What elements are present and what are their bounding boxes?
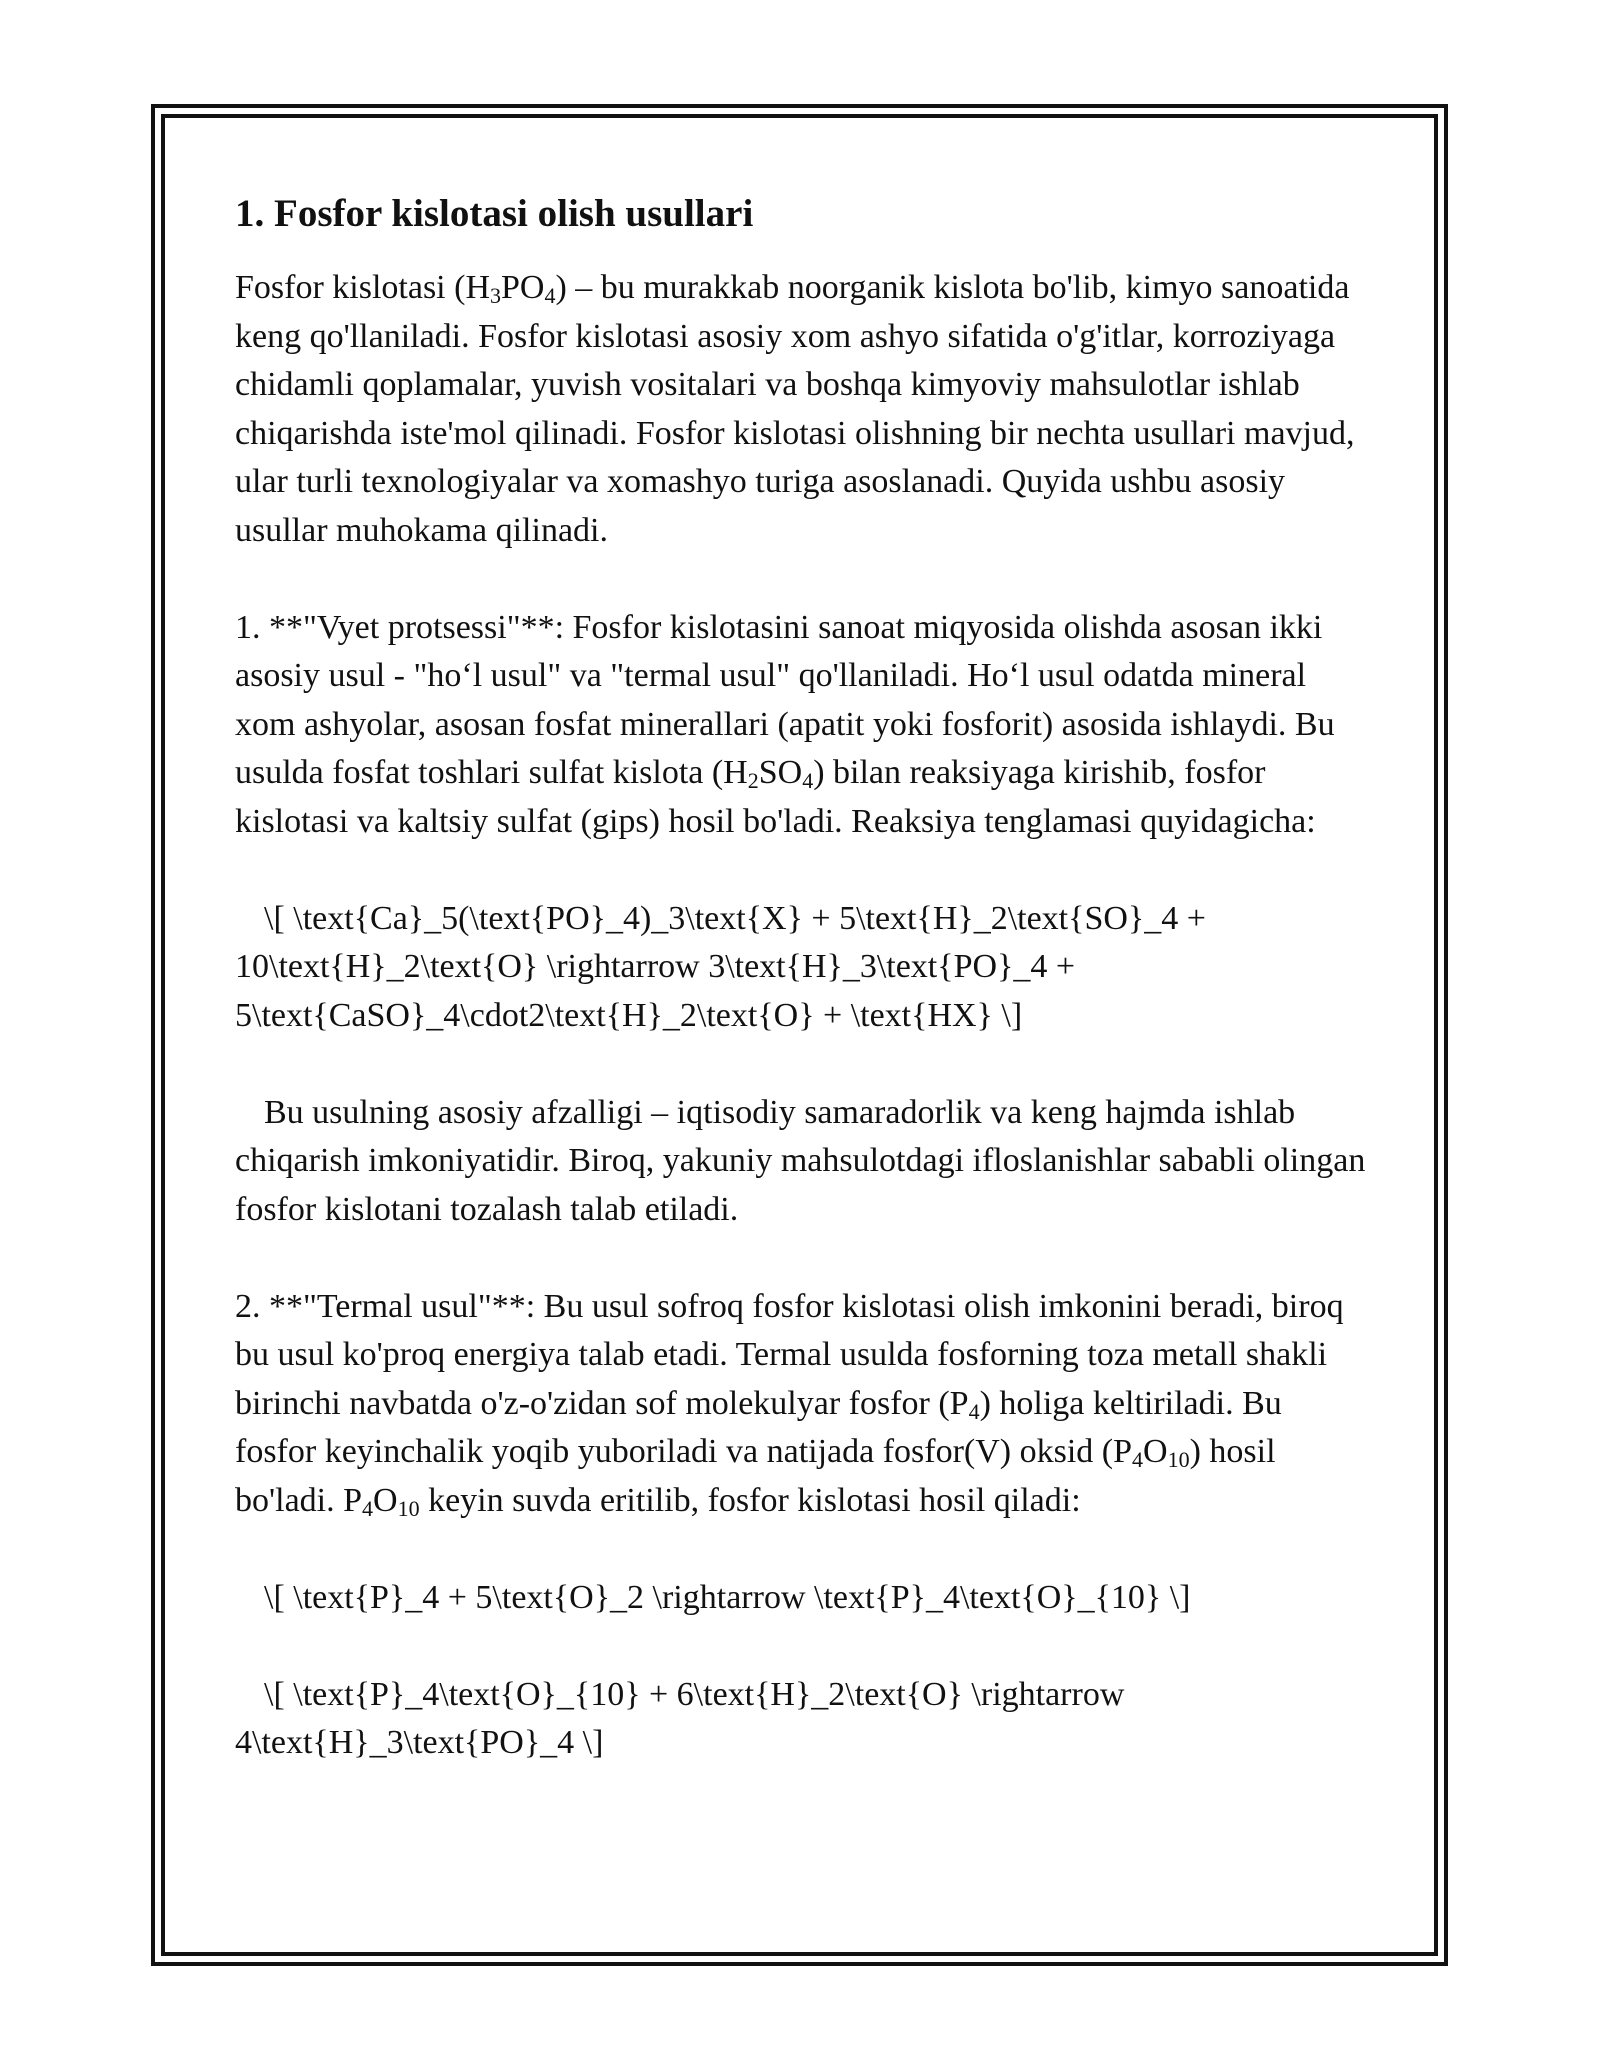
- intro-paragraph: Fosfor kislotasi $(H_3PO_4)$ – bu murakkab noorganik kislota bo'lib, kimyo sanoatida keng qo'llaniladi. Fosfor kislotasi asosiy xom ashyo sifatida o'g'itlar, korroziyaga chidamli qoplamalar, yuvish vositalari va boshqa kimyoviy mahsulotlar ishlab chiqarishda iste'mol qilinadi. Fosfor kislotasi olishning bir nechta usullari mavjud, ular turli texnologiyalar va xomashyo turiga asoslanadi. Quyida ushbu asosiy usullar muhokama qilinadi.: [235, 269, 1355, 549]
- method2-equation-2: \[ \text{P}_4\text{O}_{10} + 6\text{H}_2\text{O} \rightarrow 4\text{H}_3\text{PO}_4 \]: [235, 1675, 1125, 1761]
- method1-paragraph: 1. **"Vyet protsessi"**: Fosfor kislotasini sanoat miqyosida olishda asosan ikki asosiy usul - "ho‘l usul" va "termal usul" qo'llaniladi. Ho‘l usul odatda mineral xom ashyolar, asosan fosfat minerallari (apatit yoki fosforit) asosida ishlaydi. Bu usulda fosfat toshlari sulfat kislota $(H_2SO_4)$ bilan reaksiyaga kirishib, fosfor kislotasi va kaltsiy sulfat (gips) hosil bo'ladi. Reaksiya tenglamasi quyidagicha:: [235, 608, 1335, 840]
- paragraph-spacer: [235, 555, 1370, 604]
- method2-paragraph: 2. **"Termal usul"**: Bu usul sofroq fosfor kislotasi olish imkonini beradi, biroq bu usul ko'proq energiya talab etadi. Termal usulda fosforning toza metall shakli birinchi navbatda o'z-o'zidan sof molekulyar fosfor $(P_4)$ holiga keltiriladi. Bu fosfor keyinchalik yoqib yuboriladi va natijada fosfor(V) oksid $(P_4O_{10})$ hosil bo'ladi. $P_4O_{10}$ keyin suvda eritilib, fosfor kislotasi hosil qiladi:: [235, 1287, 1344, 1521]
- paragraph-spacer: [235, 1525, 1370, 1574]
- paragraph-spacer: [235, 846, 1370, 895]
- method1-advantage-paragraph: Bu usulning asosiy afzalligi – iqtisodiy samaradorlik va keng hajmda ishlab chiqarish imkoniyatidir. Biroq, yakuniy mahsulotdagi ifloslanishlar sababli olingan fosfor kislotani tozalash talab etiladi.: [235, 1093, 1366, 1228]
- paragraph-spacer: [235, 1622, 1370, 1671]
- method2-equation-1: \[ \text{P}_4 + 5\text{O}_2 \rightarrow \text{P}_4\text{O}_{10} \]: [264, 1578, 1191, 1616]
- paragraph-spacer: [235, 1040, 1370, 1089]
- paragraph-spacer: [235, 1234, 1370, 1283]
- section-heading: 1. Fosfor kislotasi olish usullari: [235, 192, 754, 235]
- method1-equation: \[ \text{Ca}_5(\text{PO}_4)_3\text{X} + 5\text{H}_2\text{SO}_4 + 10\text{H}_2\text{O} \rightarrow 3\text{H}_3\text{PO}_4 + 5\text{CaSO}_4\cdot2\text{H}_2\text{O} + \text{HX} \]: [235, 899, 1206, 1034]
- document-body: [235, 186, 1370, 1768]
